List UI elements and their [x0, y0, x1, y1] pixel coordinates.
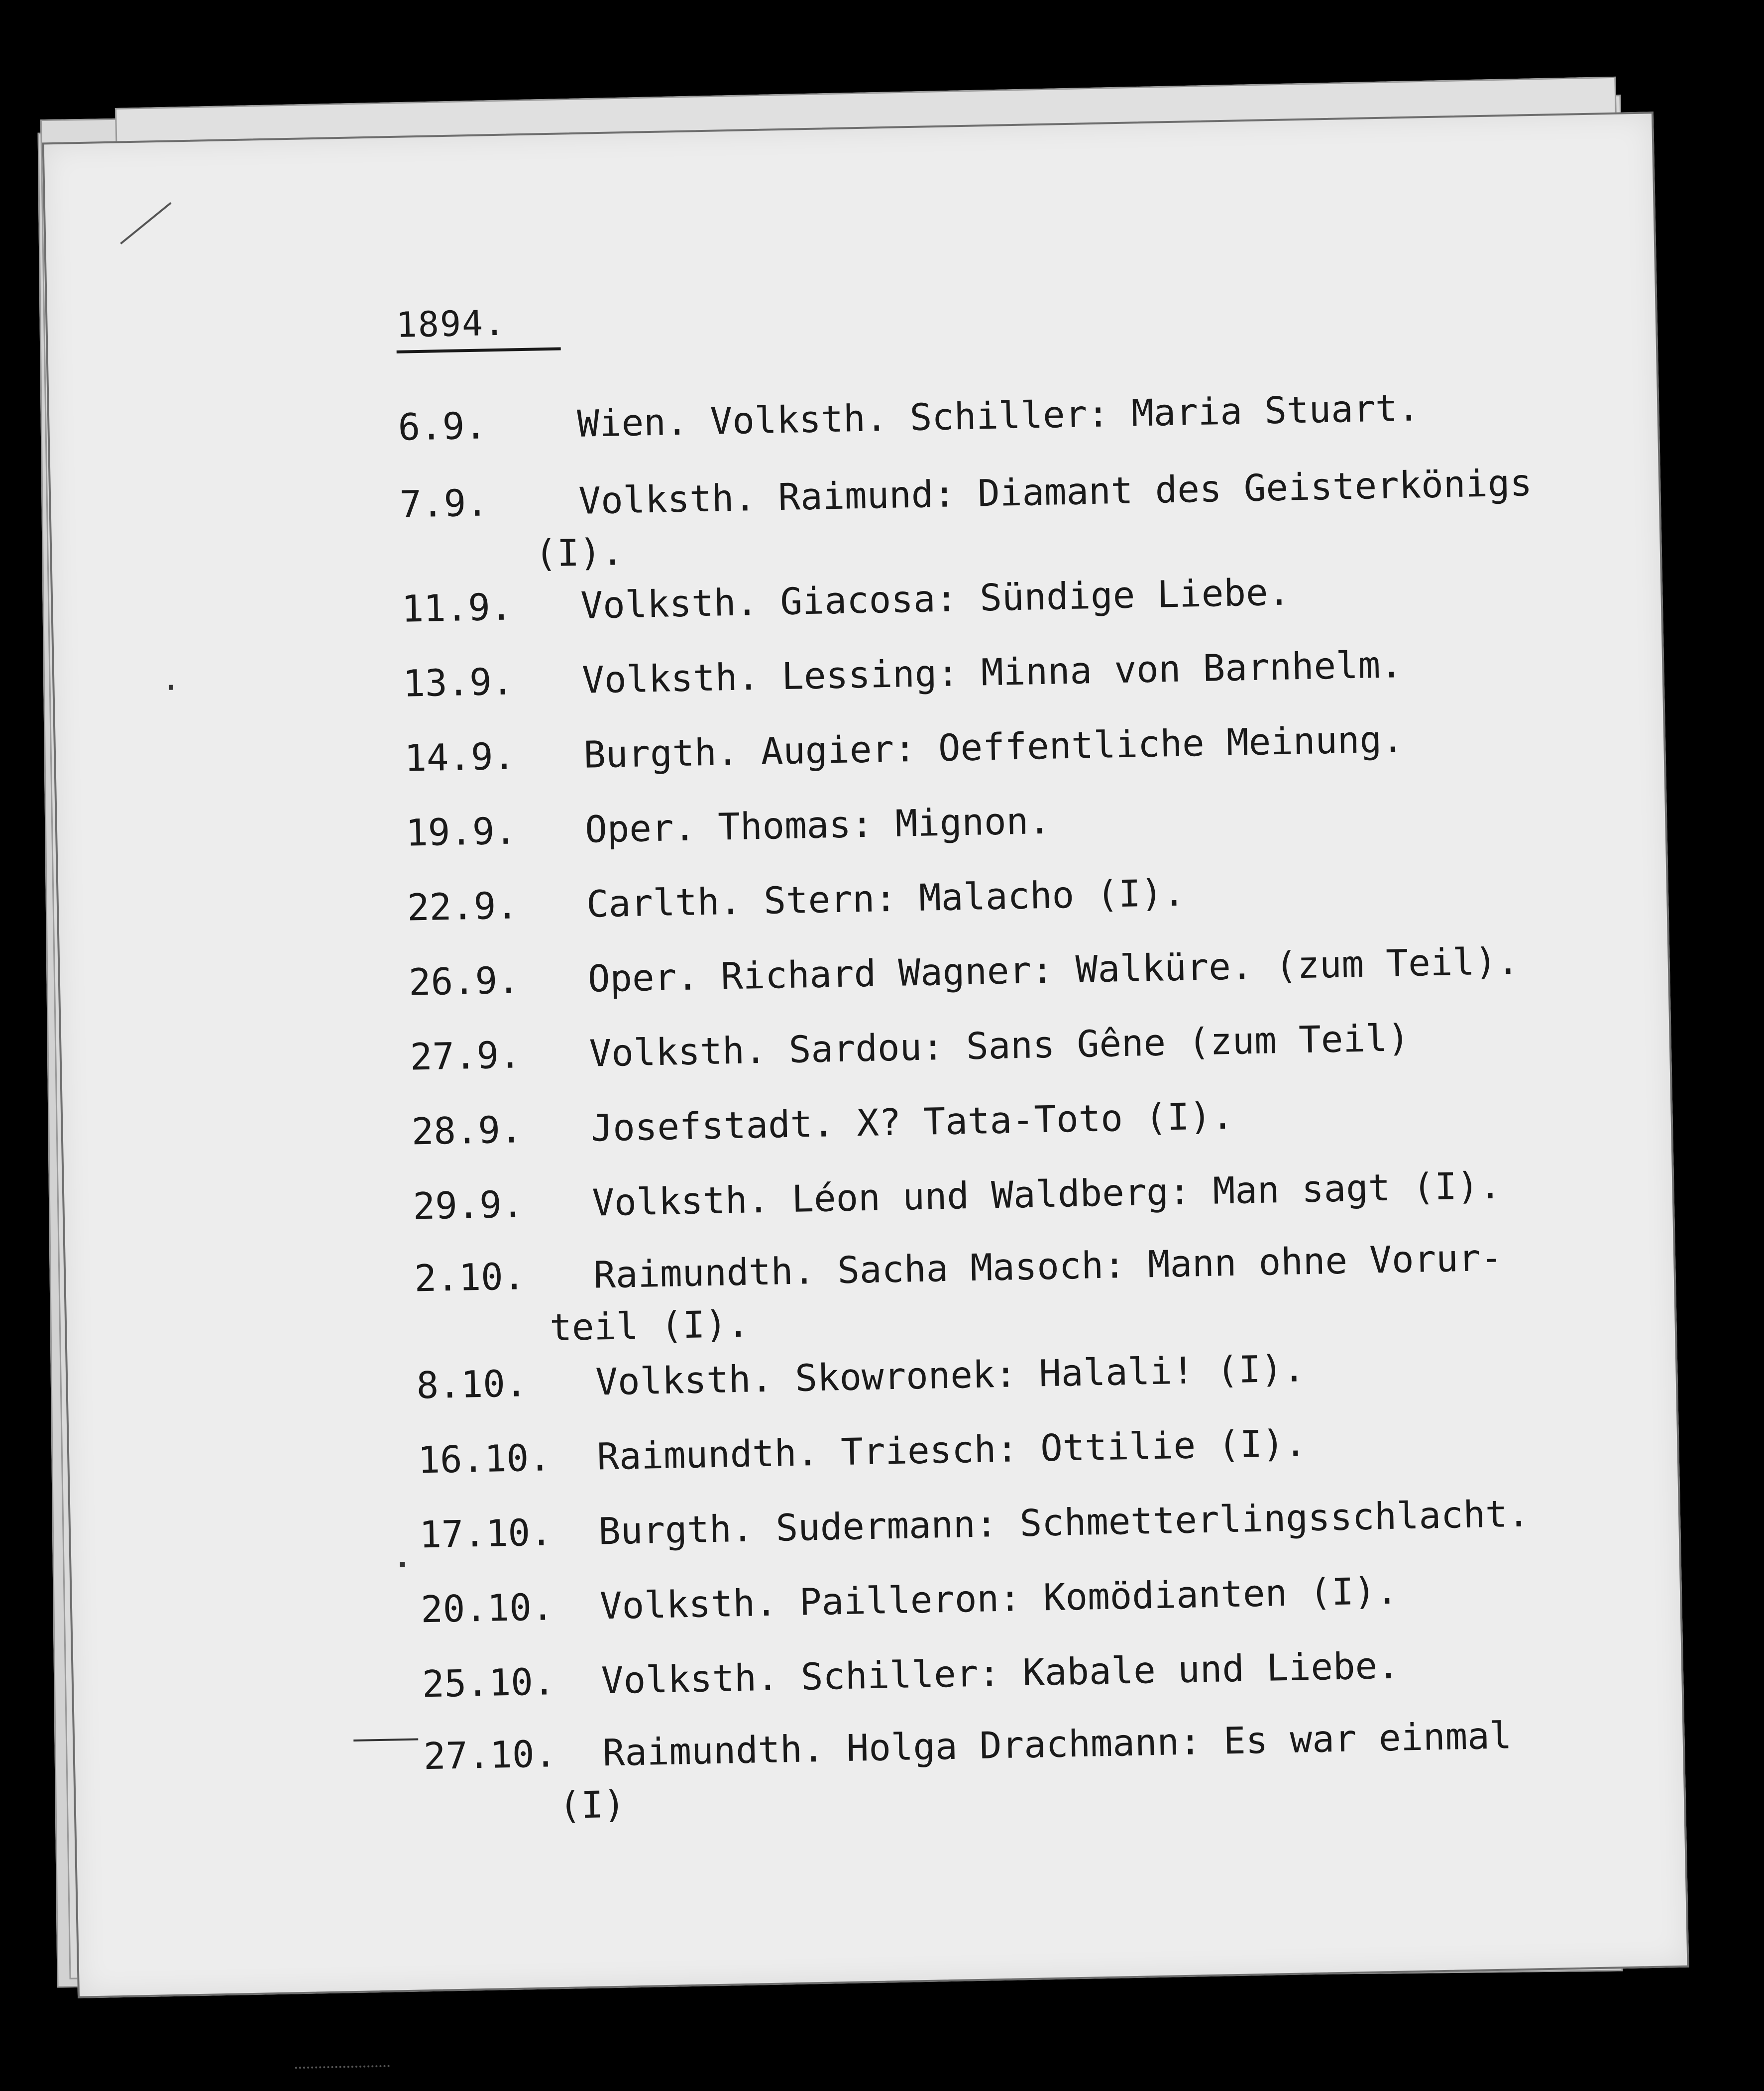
entry-date: 13.9. — [402, 660, 515, 705]
entry-date: 26.9. — [408, 959, 520, 1004]
entry-text: Burgth. Augier: Oeffentliche Meinung. — [583, 718, 1405, 777]
entry-date: 7.9. — [399, 481, 489, 526]
performance-entry — [411, 1090, 1234, 1158]
entry-text: Raimundth. Holga Drachmann: Es war einmal — [602, 1714, 1512, 1775]
stray-mark — [400, 1562, 405, 1567]
entry-date: 28.9. — [411, 1108, 523, 1154]
stray-mark — [295, 2065, 390, 2074]
entry-date: 19.9. — [405, 810, 517, 855]
typewritten-text-area — [44, 114, 1687, 1996]
entry-text: Raimundth. Triesch: Ottilie (I). — [596, 1422, 1307, 1479]
performance-entry — [417, 1417, 1307, 1486]
performance-entry — [422, 1640, 1400, 1711]
entry-date: 11.9. — [401, 585, 513, 631]
paper-sheet-front — [42, 112, 1689, 1998]
entry-text: Oper. Thomas: Mignon. — [584, 799, 1051, 851]
stray-mark — [353, 1739, 418, 1742]
performance-entry — [407, 867, 1186, 934]
performance-entry — [398, 382, 1421, 453]
entry-text: Wien. Volksth. Schiller: Maria Stuart. — [576, 386, 1421, 446]
entry-text: Volksth. Giacosa: Sündige Liebe. — [580, 571, 1291, 627]
entry-date: 17.10. — [419, 1511, 553, 1557]
entry-continuation: (I) — [558, 1783, 626, 1828]
entry-continuation: (I). — [534, 531, 624, 576]
performance-entry — [410, 1012, 1410, 1083]
entry-date: 8.10. — [416, 1362, 528, 1407]
performance-entry — [419, 1488, 1530, 1561]
entry-text: Raimundth. Sacha Masoch: Mann ohne Vorur- — [593, 1236, 1503, 1297]
entry-date: 29.9. — [412, 1183, 525, 1228]
entry-date: 14.9. — [404, 735, 516, 780]
performance-entry — [403, 639, 1403, 710]
performance-entry — [405, 795, 1051, 859]
entry-text: Volksth. Léon und Waldberg: Man sagt (I). — [591, 1164, 1502, 1225]
performance-entry — [399, 457, 1534, 582]
entry-text: Volksth. Sardou: Sans Gêne (zum Teil) — [589, 1017, 1410, 1075]
performance-entry — [408, 935, 1520, 1009]
entry-text: Carlth. Stern: Malacho (I). — [586, 871, 1186, 926]
entry-date: 25.10. — [422, 1660, 556, 1706]
entry-text: Volksth. Skowronek: Halali! (I). — [595, 1347, 1306, 1404]
entry-text: Josefstadt. X? Tata-Toto (I). — [590, 1094, 1234, 1150]
entry-continuation: teil (I). — [549, 1302, 750, 1350]
entry-date: 27.10. — [423, 1733, 557, 1778]
entry-date: 22.9. — [407, 884, 519, 929]
performance-entry — [414, 1232, 1504, 1357]
entry-date: 6.9. — [397, 404, 487, 449]
stray-mark — [169, 685, 173, 690]
performance-entry — [423, 1710, 1513, 1834]
year-heading: 1894. — [396, 302, 561, 353]
entry-date: 20.10. — [420, 1586, 554, 1631]
performance-entry — [404, 713, 1404, 785]
performance-entry — [413, 1160, 1502, 1233]
entry-text: Volksth. Lessing: Minna von Barnhelm. — [581, 643, 1403, 702]
performance-entry — [420, 1565, 1399, 1636]
entry-text: Oper. Richard Wagner: Walküre. (zum Teil). — [587, 939, 1520, 1001]
entry-date: 16.10. — [417, 1436, 551, 1482]
entry-text: Volksth. Raimund: Diamant des Geisterkönigs — [578, 462, 1533, 523]
entry-date: 2.10. — [414, 1255, 526, 1300]
entry-date: 27.9. — [410, 1034, 522, 1079]
entry-text: Volksth. Schiller: Kabale und Liebe. — [601, 1644, 1400, 1703]
entry-text: Burgth. Sudermann: Schmetterlingsschlacht. — [598, 1492, 1530, 1553]
entry-text: Volksth. Pailleron: Komödianten (I). — [599, 1569, 1399, 1628]
